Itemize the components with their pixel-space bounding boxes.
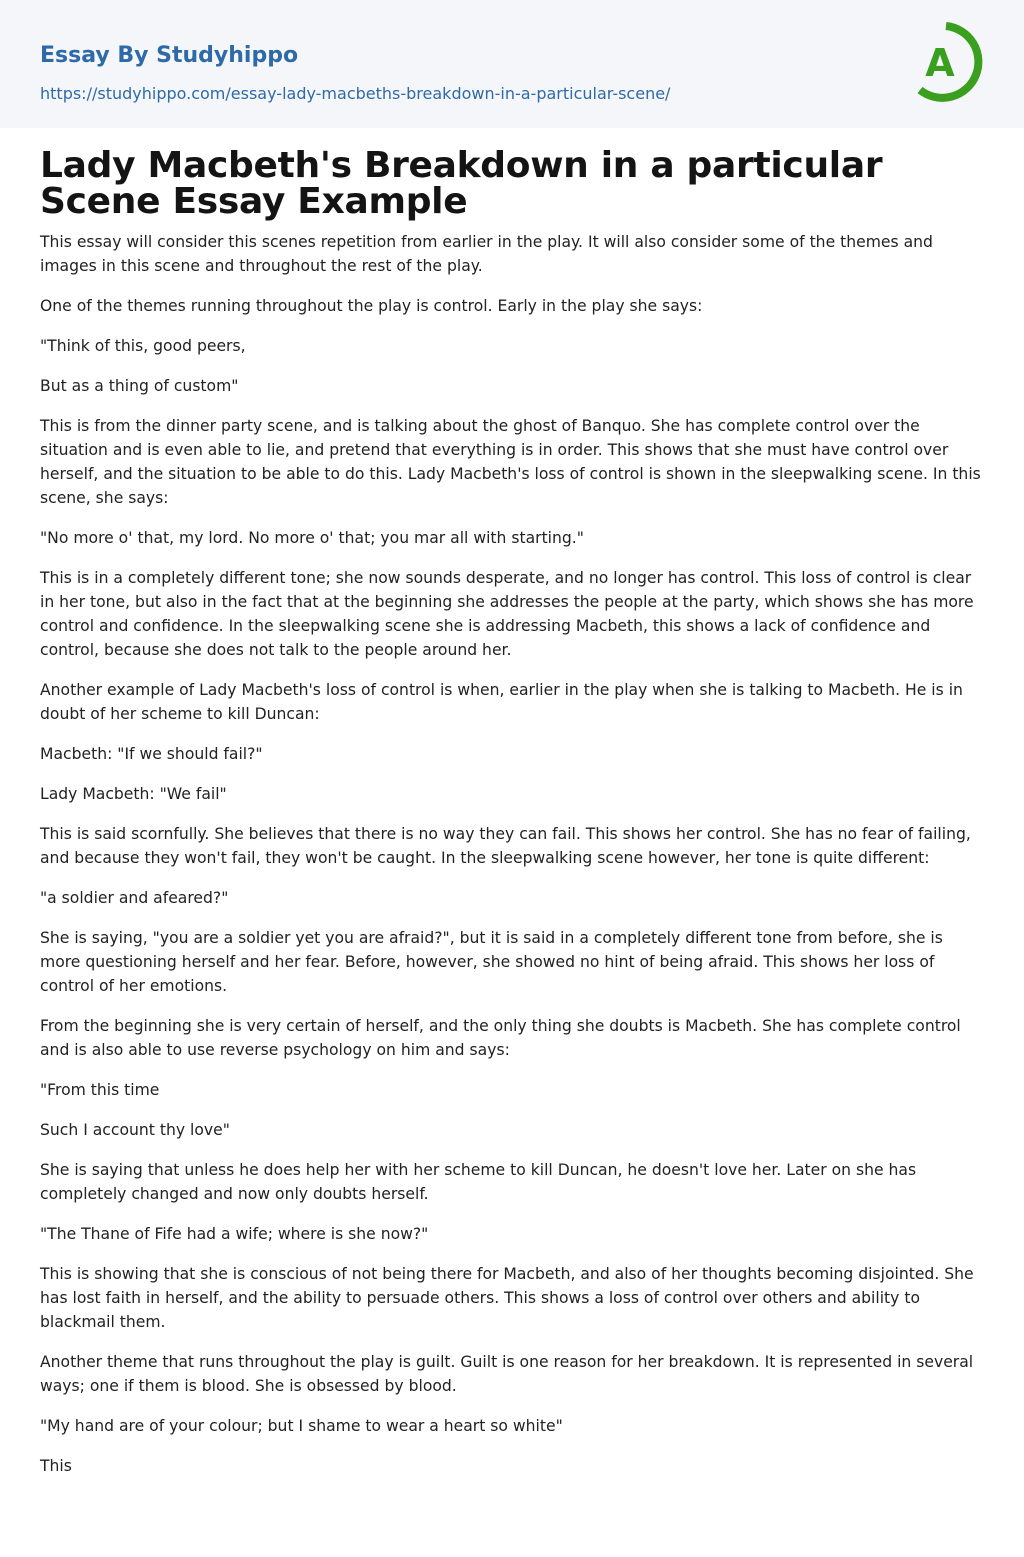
paragraph: She is saying, "you are a soldier yet you are afraid?", but it is said in a completely different tone from before, she is more questioning herself and her fear. Before, however, she showed no hint of being afraid. This shows her loss of control of her emotions. [40, 929, 943, 995]
quote-line: "From this time [40, 1081, 160, 1099]
logo-letter: A [925, 41, 955, 85]
paragraph: This is from the dinner party scene, and is talking about the ghost of Banquo. She has complete control over the situation and is even able to lie, and pretend that everything is in order. This shows that she must have control over herself, and the situation to be able to do this. Lady Macbeth's loss of control is shown in the sleepwalking scene. In this scene, she says: [40, 417, 981, 507]
article-url-link[interactable]: https://studyhippo.com/essay-lady-macbeths-breakdown-in-a-particular-scene/ [40, 84, 671, 103]
paragraph: One of the themes running throughout the play is control. Early in the play she says: [40, 297, 703, 315]
paragraph: She is saying that unless he does help her with her scheme to kill Duncan, he doesn't love her. Later on she has completely changed and now only doubts herself. [40, 1161, 917, 1203]
site-title[interactable]: Essay By Studyhippo [40, 43, 299, 68]
paragraph: This is showing that she is conscious of not being there for Macbeth, and also of her thoughts becoming disjointed. She has lost faith in herself, and the ability to persuade others. This shows a loss of control over others and ability to blackmail them. [40, 1265, 974, 1331]
paragraph: This is said scornfully. She believes that there is no way they can fail. This shows her control. She has no fear of failing, and because they won't fail, they won't be caught. In the sleepwalking scene however, her tone is quite different: [40, 825, 971, 867]
quote-line: Such I account thy love" [40, 1121, 230, 1139]
article-content [40, 145, 984, 1494]
paragraph: This [40, 1457, 72, 1475]
quote-line: "No more o' that, my lord. No more o' that; you mar all with starting." [40, 529, 584, 547]
quote-line: But as a thing of custom" [40, 377, 239, 395]
paragraph: This is in a completely different tone; she now sounds desperate, and no longer has control. This loss of control is clear in her tone, but also in the fact that at the beginning she addresses the people at the party, which shows she has more control and confidence. In the sleepwalking scene she is addressing Macbeth, this shows a lack of confidence and control, because she does not talk to the people around her. [40, 569, 974, 659]
quote-line: Macbeth: "If we should fail?" [40, 745, 263, 763]
paragraph: Another theme that runs throughout the play is guilt. Guilt is one reason for her breakdown. It is represented in several ways; one if them is blood. She is obsessed by blood. [40, 1353, 974, 1395]
quote-line: "My hand are of your colour; but I shame to wear a heart so white" [40, 1417, 563, 1435]
quote-line: "a soldier and afeared?" [40, 889, 229, 907]
quote-line: "Think of this, good peers, [40, 337, 246, 355]
studyhippo-logo-icon[interactable] [912, 18, 988, 106]
paragraph: This essay will consider this scenes repetition from earlier in the play. It will also consider some of the themes and images in this scene and throughout the rest of the play. [40, 233, 933, 275]
site-header [0, 0, 1024, 128]
essay-title: Lady Macbeth's Breakdown in a particular Scene Essay Example [40, 145, 883, 222]
paragraph: Another example of Lady Macbeth's loss of control is when, earlier in the play when she is talking to Macbeth. He is in doubt of her scheme to kill Duncan: [40, 681, 963, 723]
quote-line: Lady Macbeth: "We fail" [40, 785, 227, 803]
quote-line: "The Thane of Fife had a wife; where is she now?" [40, 1225, 429, 1243]
paragraph: From the beginning she is very certain of herself, and the only thing she doubts is Macbeth. She has complete control and is also able to use reverse psychology on him and says: [40, 1017, 961, 1059]
